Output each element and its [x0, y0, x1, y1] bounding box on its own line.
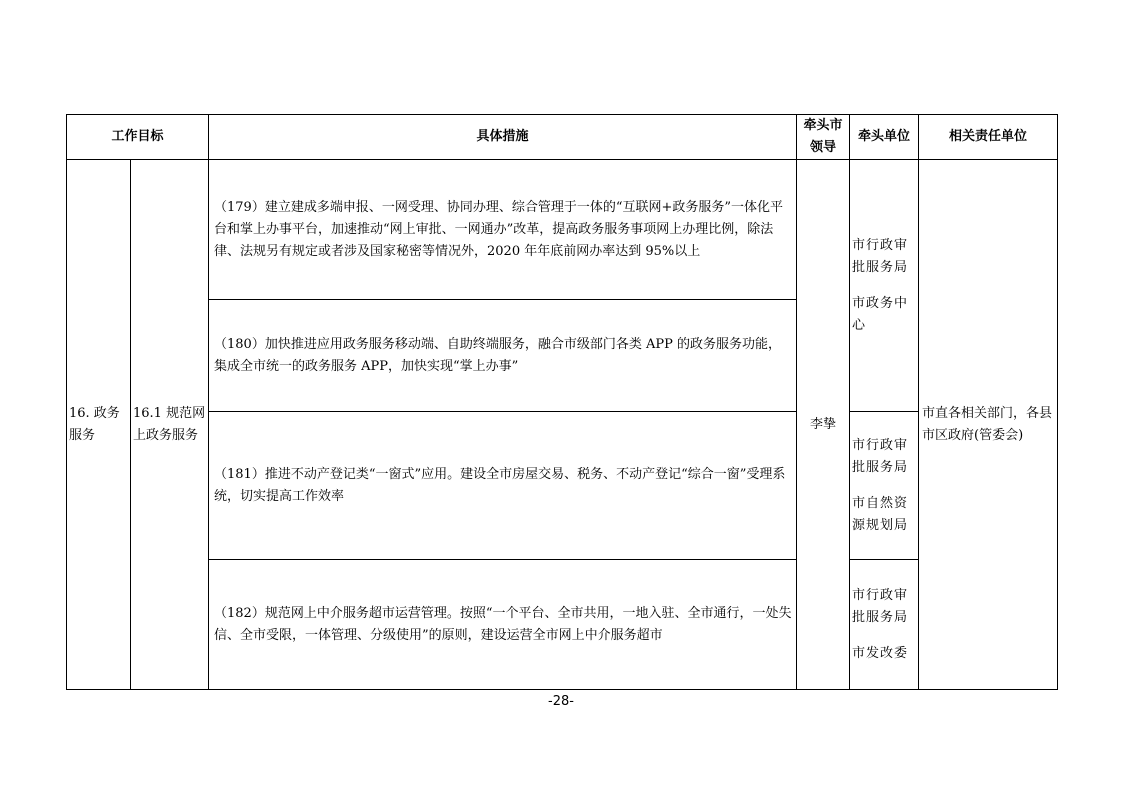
- lead-unit-name: 市行政审批服务局: [852, 437, 909, 475]
- measure-179: （179）建立建成多端申报、一网受理、协同办理、综合管理于一体的“互联网+政务服务”一体化平台和掌上办事平台，加速推动“网上审批、一网通办”改革，提高政务服务事项网上办理比例，除法律、法规另有规定或者涉及国家秘密等情况外，2020 年年底前网办率达到 95%以上: [209, 160, 797, 300]
- lead-unit-cell-1: [850, 160, 919, 412]
- sub-goal-cell: 16.1 规范网上政务服务: [131, 160, 209, 690]
- measures-table: [66, 114, 1058, 690]
- header-lead-unit: 牵头单位: [850, 115, 919, 160]
- page-number: -28-: [548, 694, 574, 709]
- goal-cell: 16. 政务服务: [67, 160, 131, 690]
- lead-unit-name: 市行政审批服务局: [852, 237, 909, 275]
- header-row: [67, 115, 1058, 160]
- header-responsible: 相关责任单位: [919, 115, 1058, 160]
- header-goal: 工作目标: [67, 115, 209, 160]
- leader-cell: 李挚: [797, 160, 850, 690]
- lead-unit-cell-2: [850, 412, 919, 560]
- measure-181: （181）推进不动产登记类“一窗式”应用。建设全市房屋交易、税务、不动产登记“综合一窗”受理系统，切实提高工作效率: [209, 412, 797, 560]
- table-row: [67, 560, 1058, 690]
- header-measures: 具体措施: [209, 115, 797, 160]
- measure-182: （182）规范网上中介服务超市运营管理。按照“一个平台、全市共用，一地入驻、全市通行，一处失信、全市受限，一体管理、分级使用”的原则，建设运营全市网上中介服务超市: [209, 560, 797, 690]
- table-row: [67, 412, 1058, 560]
- lead-unit-name: 市政务中心: [852, 295, 909, 333]
- measure-180: （180）加快推进应用政务服务移动端、自助终端服务，融合市级部门各类 APP 的政务服务功能，集成全市统一的政务服务 APP，加快实现“掌上办事”: [209, 300, 797, 412]
- lead-unit-name: 市自然资源规划局: [852, 495, 909, 533]
- lead-unit-cell-3: [850, 560, 919, 690]
- table-row: [67, 160, 1058, 300]
- header-leader: 牵头市领导: [797, 115, 850, 160]
- lead-unit-name: 市行政审批服务局: [852, 587, 909, 625]
- responsible-cell: 市直各相关部门，各县市区政府(管委会): [919, 160, 1058, 690]
- lead-unit-name: 市发改委: [852, 645, 909, 661]
